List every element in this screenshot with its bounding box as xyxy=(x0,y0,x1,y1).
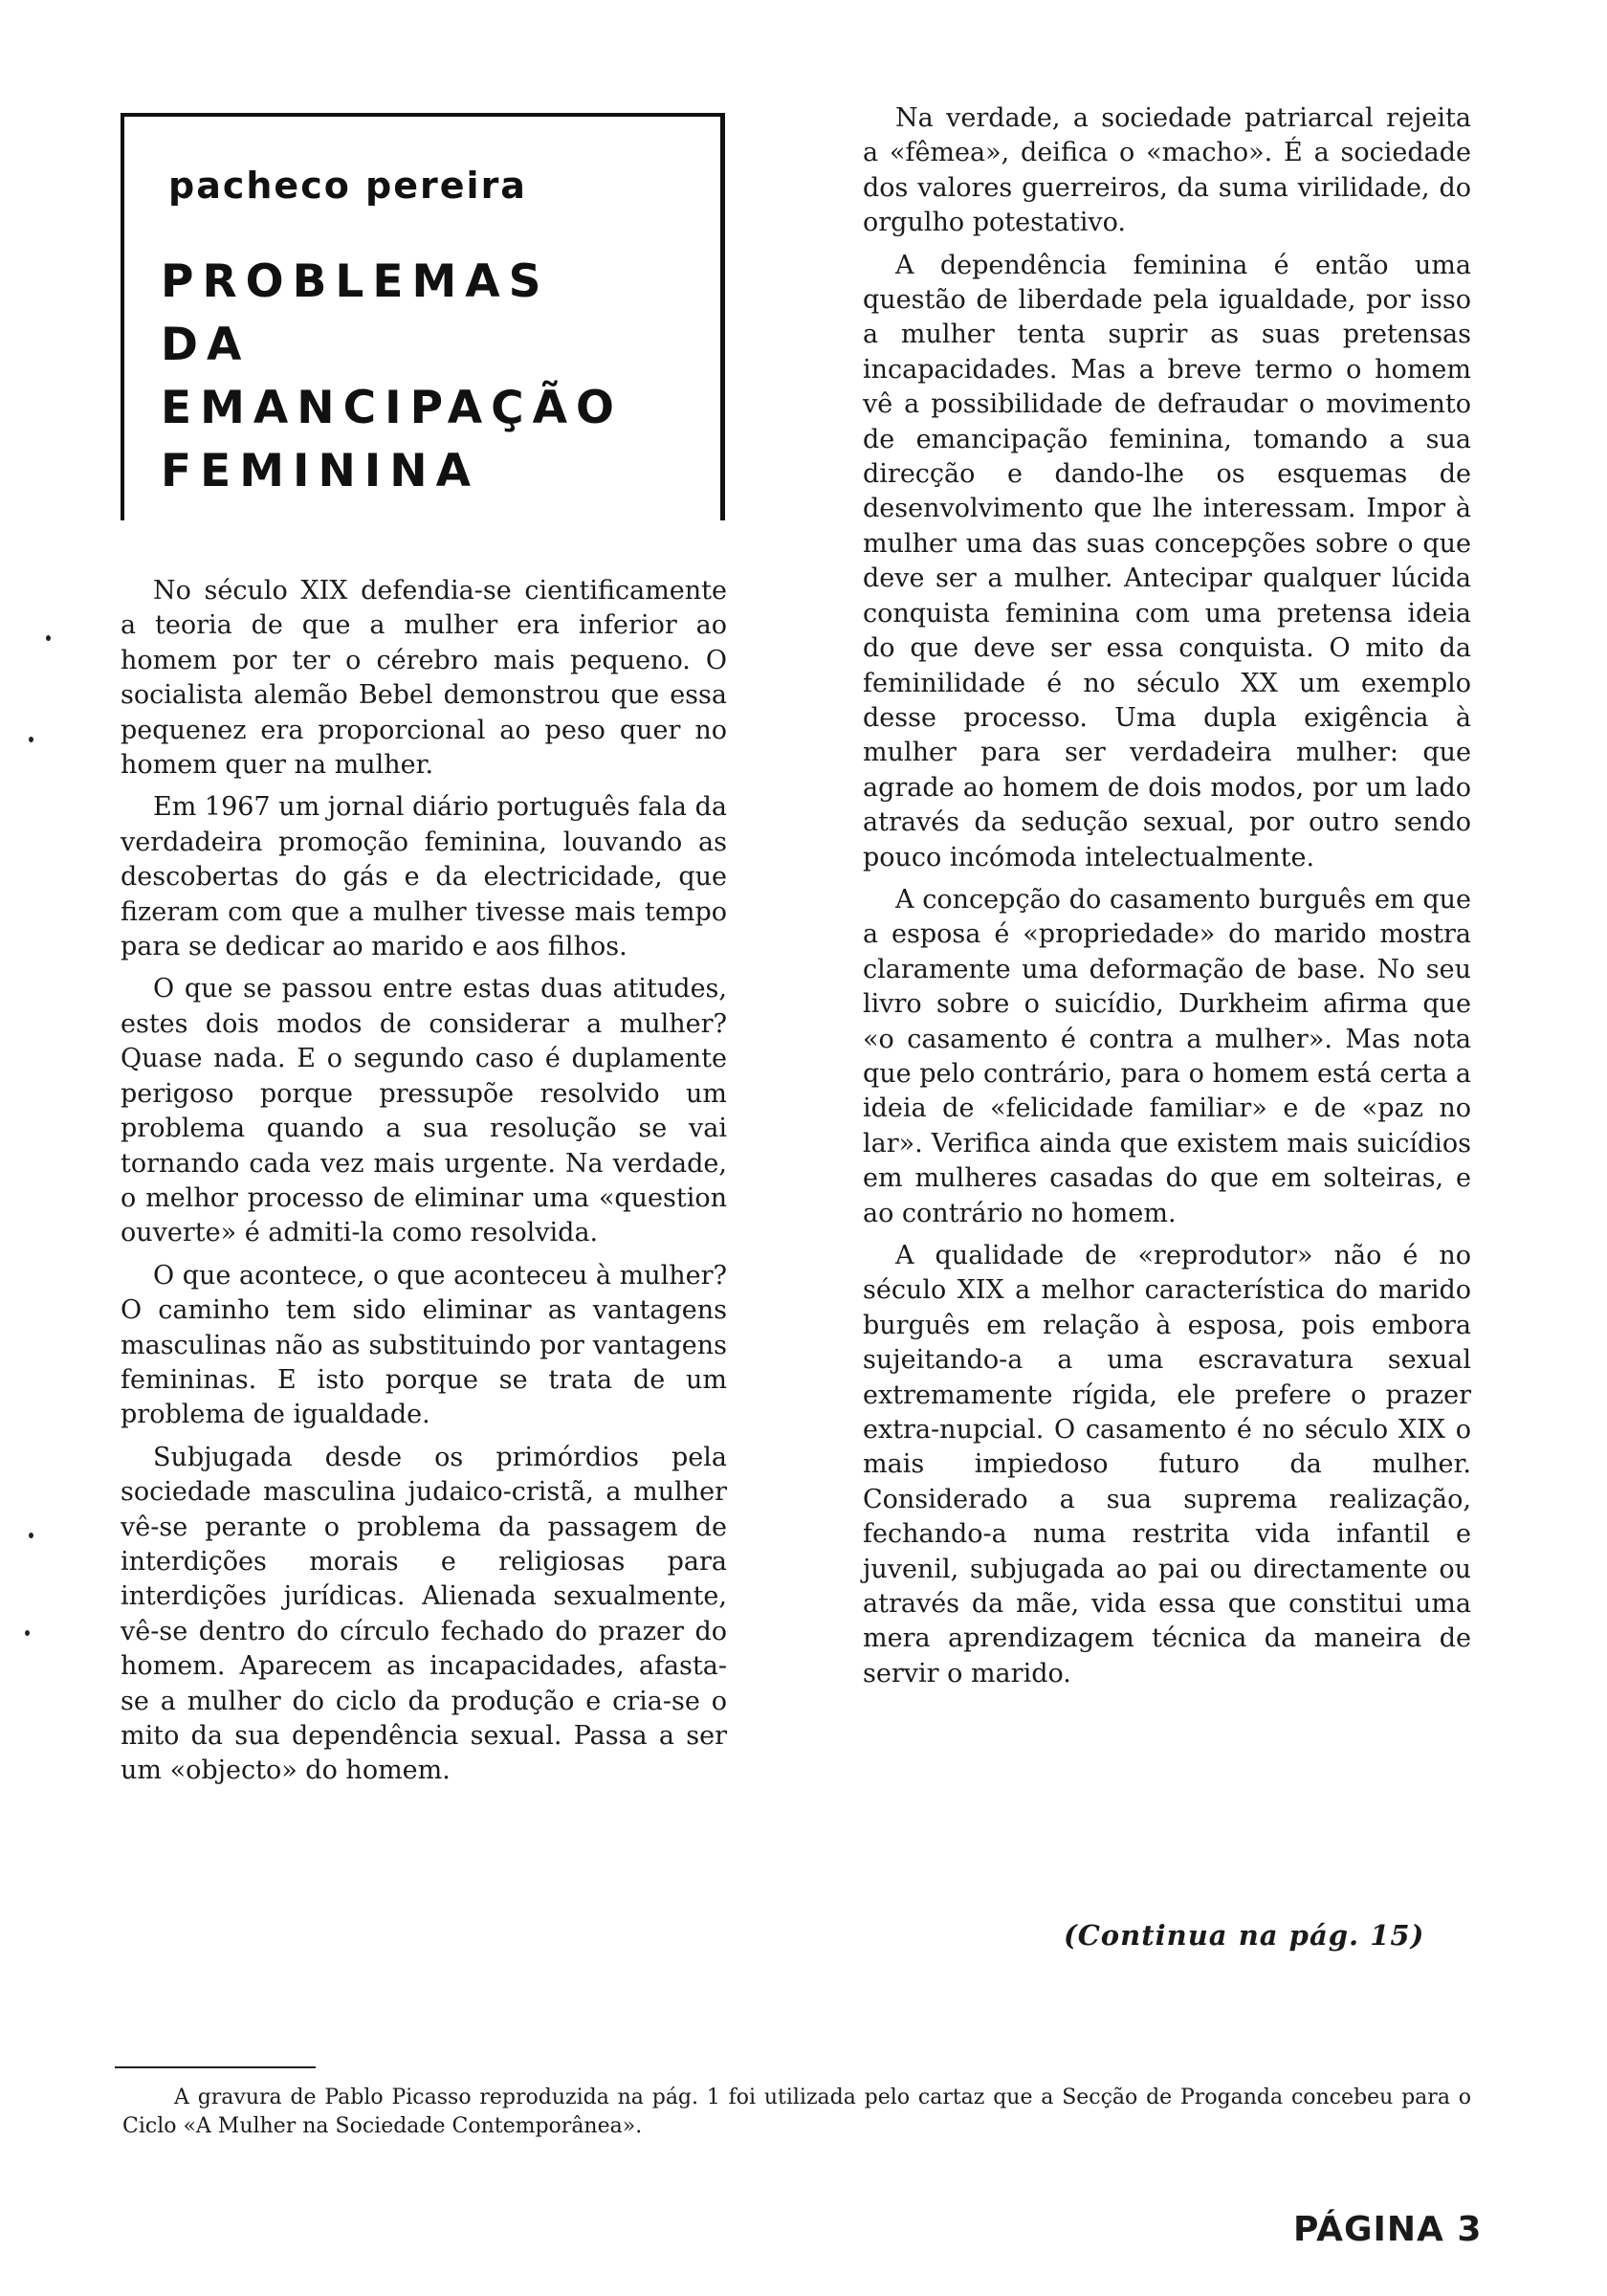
print-speck xyxy=(29,737,33,742)
title-line: PROBLEMAS xyxy=(161,255,550,308)
paragraph: O que acontece, o que aconteceu à mulher? O caminho tem sido eliminar as vantagens masculinas não as substituindo por vantagens femininas. E isto porque se trata de um problema de igualdade. xyxy=(121,1260,727,1430)
print-speck xyxy=(46,635,51,641)
paragraph: Subjugada desde os primórdios pela sociedade masculina judaico-cristã, a mulher vê-se perante o problema da passagem de interdições morais e religiosas para interdições jurídicas. Alienada sexualmente, vê-se dentro do círculo fechado do prazer do homem. Aparecem as incapacidades, afasta-se a mulher do ciclo da produção e cria-se o mito da sua dependência sexual. Passa a ser um «objecto» do homem. xyxy=(121,1442,727,1786)
right-column xyxy=(863,101,1471,1699)
print-speck xyxy=(25,1630,30,1636)
title-line: EMANCIPAÇÃO xyxy=(161,382,623,434)
paragraph: No século XIX defendia-se cientificamente a teoria de que a mulher era inferior ao homem por ter o cérebro mais pequeno. O socialista alemão Bebel demonstrou que essa pequenez era proporcional ao peso quer no homem quer na mulher. xyxy=(121,576,727,781)
title-line: FEMININA xyxy=(161,445,480,497)
left-column xyxy=(121,574,727,1797)
continuation-note: (Continua na pág. 15) xyxy=(1064,1919,1425,1952)
paragraph: Na verdade, a sociedade patriarcal rejeita a «fêmea», deifica o «macho». É a sociedade dos valores guerreiros, da suma virilidade, do orgulho potestativo. xyxy=(863,103,1471,238)
author-name: pacheco pereira xyxy=(168,165,527,207)
paragraph: A concepção do casamento burguês em que a esposa é «propriedade» do marido mostra claramente uma deformação de base. No seu livro sobre o suicídio, Durkheim afirma que «o casamento é contra a mulher». Mas nota que pelo contrário, para o homem está certa a ideia de «felicidade familiar» e de «paz no lar». Verifica ainda que existem mais suicídios em mulheres casadas do que em solteiras, e ao contrário no homem. xyxy=(863,884,1471,1228)
footnote-divider xyxy=(115,2066,316,2068)
title-line: DA xyxy=(161,319,251,371)
title-box-bottom-rule xyxy=(121,113,725,118)
page-number: PÁGINA 3 xyxy=(1293,2210,1483,2249)
paragraph: A dependência feminina é então uma questão de liberdade pela igualdade, por isso a mulher tenta suprir as suas pretensas incapacidades. Mas a breve termo o homem vê a possibilidade de defraudar o movimento de emancipação feminina, tomando a sua direcção e dando-lhe os esquemas de desenvolvimento que lhe interessam. Impor à mulher uma das suas concepções sobre o que deve ser a mulher. Antecipar qualquer lúcida conquista feminina com uma pretensa ideia do que deve ser essa conquista. O mito da feminilidade é no século XX um exemplo desse processo. Uma dupla exigência à mulher para ser verdadeira mulher: que agrade ao homem de dois modos, por um lado através da sedução sexual, por outro sendo pouco incómoda intelectualmente. xyxy=(863,250,1471,872)
article-title xyxy=(161,251,623,503)
paragraph: O que se passou entre estas duas atitudes, estes dois modos de considerar a mulher? Quase nada. E o segundo caso é duplamente perigoso porque pressupõe resolvido um problema quando a sua resolução se vai tornando cada vez mais urgente. Na verdade, o melhor processo de eliminar uma «question ouverte» é admiti-la como resolvida. xyxy=(121,974,727,1248)
paragraph: Em 1967 um jornal diário português fala da verdadeira promoção feminina, louvando as descobertas do gás e da electricidade, que fizeram com que a mulher tivesse mais tempo para se dedicar ao marido e aos filhos. xyxy=(121,792,727,962)
print-speck xyxy=(29,1533,33,1538)
paragraph: A qualidade de «reprodutor» não é no século XIX a melhor característica do marido burguês em relação à esposa, pois embora sujeitando-a a uma escravatura sexual extremamente rígida, ele prefere o prazer extra-nupcial. O casamento é no século XIX o mais impiedoso futuro da mulher. Considerado a sua suprema realização, fechando-a numa restrita vida infantil e juvenil, subjugada ao pai ou directamente ou através da mãe, vida essa que constitui uma mera aprendizagem técnica da maneira de servir o marido. xyxy=(863,1241,1471,1689)
footnote: A gravura de Pablo Picasso reproduzida na pág. 1 foi utilizada pelo cartaz que a Secção de Proganda concebeu para o Ciclo «A Mulher na Sociedade Contemporânea». xyxy=(122,2086,1471,2138)
